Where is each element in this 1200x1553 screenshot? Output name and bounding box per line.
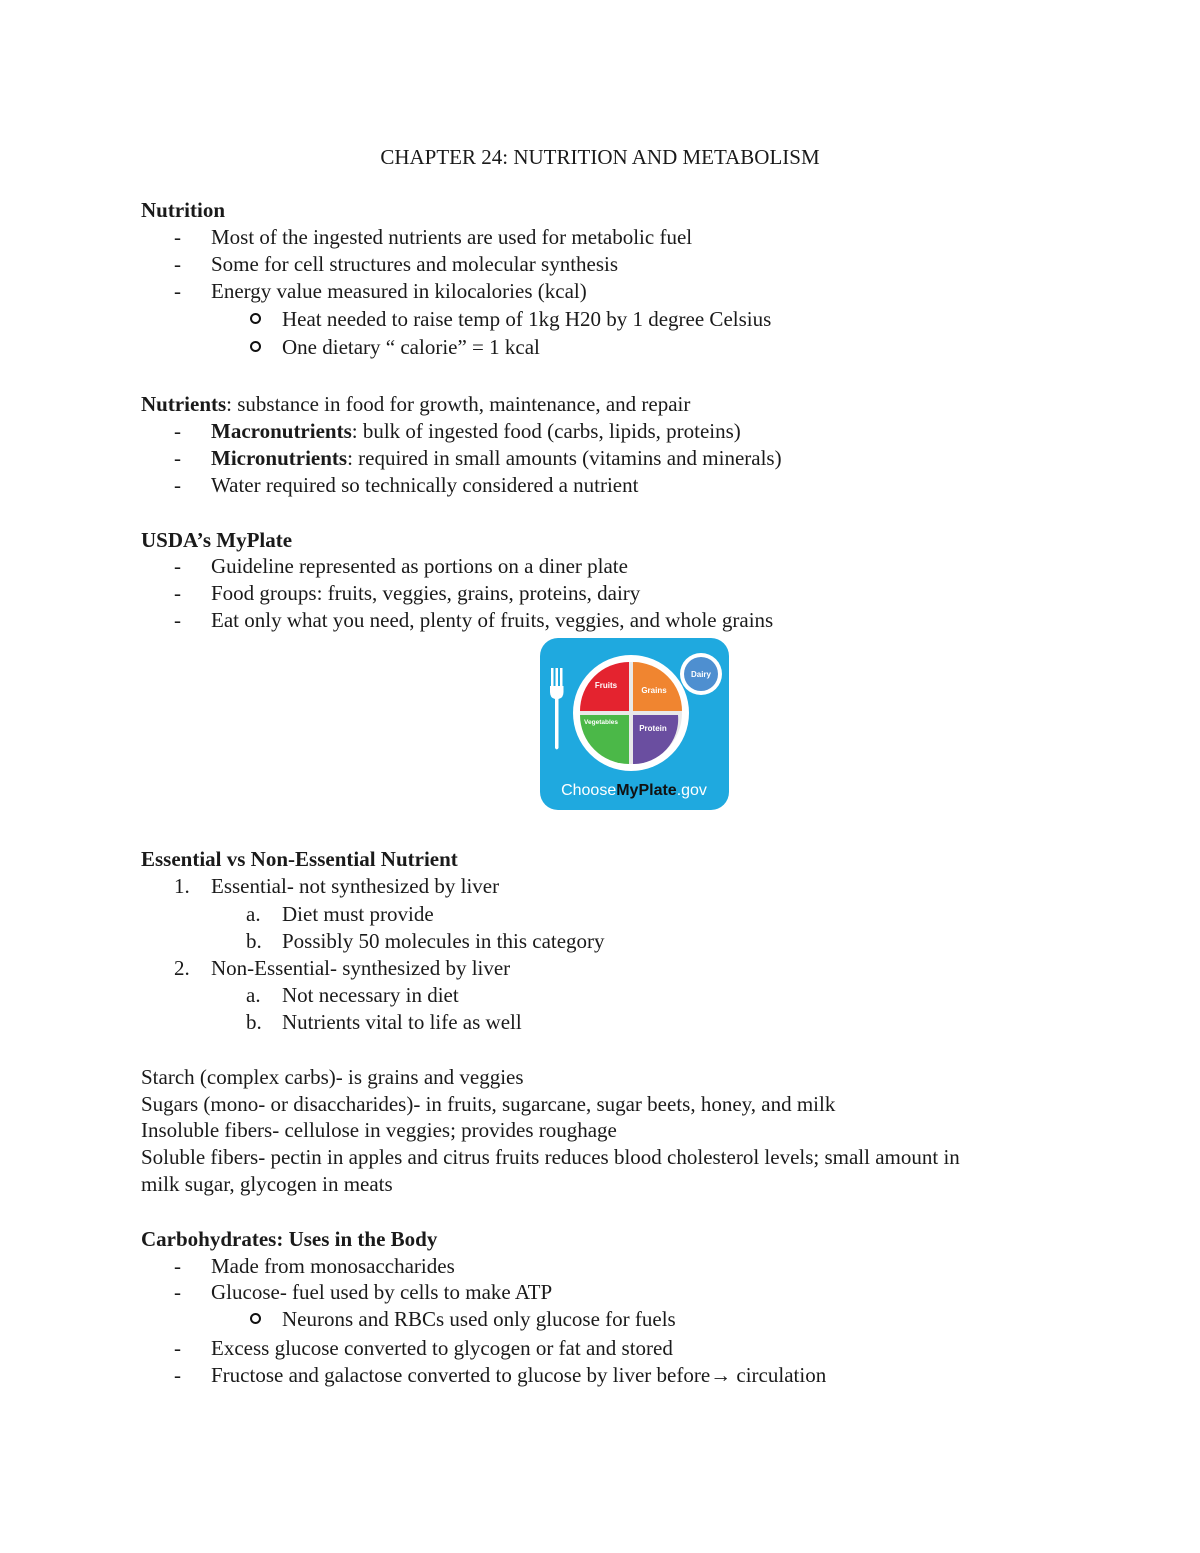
vegetables-label: Vegetables bbox=[584, 719, 618, 726]
fruits-label: Fruits bbox=[594, 681, 618, 690]
dash-bullet: - bbox=[174, 252, 181, 276]
sub-list-item-text: Heat needed to raise temp of 1kg H20 by 1 degree Celsius bbox=[282, 307, 772, 331]
list-item-text bbox=[211, 1362, 826, 1388]
list-item-text: Energy value measured in kilocalories (kcal) bbox=[211, 279, 587, 303]
wordmark-gov: .gov bbox=[676, 782, 707, 799]
page-title: CHAPTER 24: NUTRITION AND METABOLISM bbox=[380, 145, 820, 169]
item-letter: b. bbox=[246, 929, 262, 953]
item-number: 1. bbox=[174, 874, 190, 898]
paragraph-line: Sugars (mono- or disaccharides)- in fruits, sugarcane, sugar beets, honey, and milk bbox=[141, 1092, 836, 1116]
dash-bullet: - bbox=[174, 446, 181, 470]
arrow-right-icon: → bbox=[710, 1363, 732, 1387]
paragraph-line: milk sugar, glycogen in meats bbox=[141, 1172, 393, 1196]
nutrients-term: Nutrients bbox=[141, 392, 227, 416]
dash-bullet: - bbox=[174, 225, 181, 249]
list-item-text: Guideline represented as portions on a diner plate bbox=[211, 554, 628, 578]
circle-bullet-icon bbox=[250, 1313, 261, 1324]
macronutrients-text: : bulk of ingested food (carbs, lipids, proteins) bbox=[351, 419, 741, 443]
list-item-text: Glucose- fuel used by cells to make ATP bbox=[211, 1280, 553, 1304]
nutrients-definition bbox=[141, 391, 690, 417]
list-item-text: Most of the ingested nutrients are used for metabolic fuel bbox=[211, 225, 693, 249]
list-item-text: Made from monosaccharides bbox=[211, 1254, 455, 1278]
dash-bullet: - bbox=[174, 581, 181, 605]
circle-bullet-icon bbox=[250, 313, 261, 324]
sub-list-item-text: One dietary “ calorie” = 1 kcal bbox=[282, 335, 540, 359]
choosemyplate-wordmark bbox=[561, 782, 707, 799]
lettered-item-text: Nutrients vital to life as well bbox=[282, 1010, 522, 1034]
dash-bullet: - bbox=[174, 1254, 181, 1278]
list-item-text: Food groups: fruits, veggies, grains, proteins, dairy bbox=[211, 581, 641, 605]
section-heading-carbohydrates: Carbohydrates: Uses in the Body bbox=[141, 1227, 438, 1251]
section-heading-nutrition: Nutrition bbox=[141, 198, 225, 222]
protein-label: Protein bbox=[639, 724, 667, 733]
item-letter: a. bbox=[246, 902, 261, 926]
dash-bullet: - bbox=[174, 1280, 181, 1304]
item-number: 2. bbox=[174, 956, 190, 980]
list-item-text: Water required so technically considered a nutrient bbox=[211, 473, 639, 497]
dash-bullet: - bbox=[174, 554, 181, 578]
paragraph-line: Soluble fibers- pectin in apples and citrus fruits reduces blood cholesterol levels; small amount in bbox=[141, 1145, 960, 1169]
list-item-text: Excess glucose converted to glycogen or fat and stored bbox=[211, 1336, 673, 1360]
dash-bullet: - bbox=[174, 608, 181, 632]
dash-bullet: - bbox=[174, 279, 181, 303]
numbered-item-text: Essential- not synthesized by liver bbox=[211, 874, 500, 898]
item-letter: a. bbox=[246, 983, 261, 1007]
item-letter: b. bbox=[246, 1010, 262, 1034]
macronutrients-term: Macronutrients bbox=[211, 419, 352, 443]
list-item-text: Some for cell structures and molecular synthesis bbox=[211, 252, 619, 276]
dash-bullet: - bbox=[174, 473, 181, 497]
list-item-text bbox=[211, 418, 741, 444]
section-heading-myplate: USDA’s MyPlate bbox=[141, 528, 293, 552]
lettered-item-text: Not necessary in diet bbox=[282, 983, 459, 1007]
section-heading-essential: Essential vs Non-Essential Nutrient bbox=[141, 847, 458, 871]
myplate-logo bbox=[540, 638, 729, 810]
list-item-text bbox=[211, 445, 782, 471]
micronutrients-term: Micronutrients bbox=[211, 446, 348, 470]
circle-bullet-icon bbox=[250, 341, 261, 352]
dash-bullet: - bbox=[174, 1363, 181, 1387]
nutrients-definition-text: : substance in food for growth, maintenance, and repair bbox=[226, 392, 691, 416]
list-item-text-end: circulation bbox=[731, 1363, 827, 1387]
sub-list-item-text: Neurons and RBCs used only glucose for fuels bbox=[282, 1307, 676, 1331]
dash-bullet: - bbox=[174, 1336, 181, 1360]
wordmark-choose: Choose bbox=[561, 782, 617, 799]
dash-bullet: - bbox=[174, 419, 181, 443]
dairy-label: Dairy bbox=[690, 670, 712, 679]
paragraph-line: Insoluble fibers- cellulose in veggies; provides roughage bbox=[141, 1118, 617, 1142]
paragraph-line: Starch (complex carbs)- is grains and veggies bbox=[141, 1065, 524, 1089]
lettered-item-text: Diet must provide bbox=[282, 902, 434, 926]
list-item-text-start: Fructose and galactose converted to glucose by liver before bbox=[211, 1363, 711, 1387]
micronutrients-text: : required in small amounts (vitamins and minerals) bbox=[347, 446, 782, 470]
wordmark-myplate: MyPlate bbox=[616, 782, 677, 799]
numbered-item-text: Non-Essential- synthesized by liver bbox=[211, 956, 511, 980]
lettered-item-text: Possibly 50 molecules in this category bbox=[282, 929, 605, 953]
list-item-text: Eat only what you need, plenty of fruits, veggies, and whole grains bbox=[211, 608, 774, 632]
grains-label: Grains bbox=[641, 686, 667, 695]
